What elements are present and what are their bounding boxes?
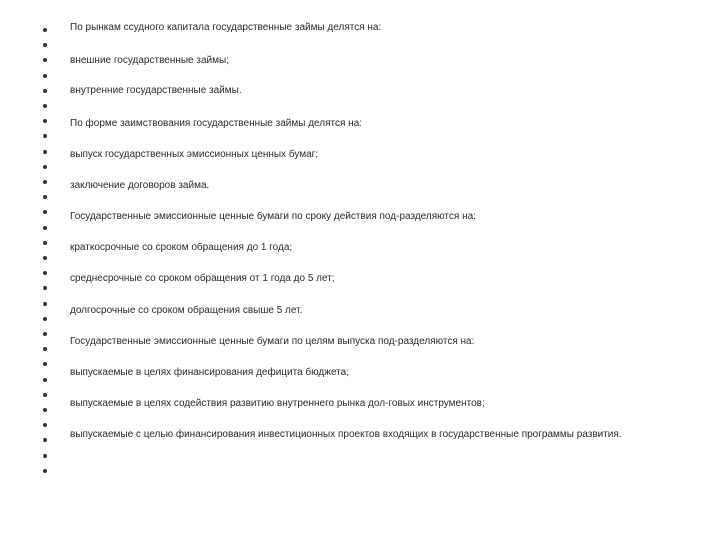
bullet-dot xyxy=(43,378,47,382)
bullet-dot xyxy=(43,226,47,230)
bullet-dot xyxy=(43,150,47,154)
bullet-dot xyxy=(43,347,47,351)
bullet-dot xyxy=(43,119,47,123)
list-item: выпускаемые в целях финансирования дефицита бюджета; xyxy=(70,367,349,378)
bullet-dot xyxy=(43,408,47,412)
bullet-dot xyxy=(43,438,47,442)
list-item: По рынкам ссудного капитала государственные займы делятся на: xyxy=(70,22,382,33)
bullet-dot xyxy=(43,256,47,260)
bullet-dot xyxy=(43,332,47,336)
list-item: выпускаемые с целью финансирования инвестиционных проектов входящих в государственные программы развития. xyxy=(70,429,622,440)
bullet-dot xyxy=(43,165,47,169)
bullet-dot xyxy=(43,28,47,32)
bullet-dot xyxy=(43,362,47,366)
bullet-dot xyxy=(43,317,47,321)
bullet-dot xyxy=(43,241,47,245)
bullet-dot xyxy=(43,195,47,199)
bullet-dot xyxy=(43,89,47,93)
bullet-dot xyxy=(43,134,47,138)
bullet-dot xyxy=(43,180,47,184)
bullet-dot xyxy=(43,302,47,306)
bullet-dot xyxy=(43,104,47,108)
bullet-dot xyxy=(43,454,47,458)
list-item: Государственные эмиссионные ценные бумаги по сроку действия под-разделяются на: xyxy=(70,211,476,222)
bullet-dot xyxy=(43,469,47,473)
bullet-dot xyxy=(43,43,47,47)
list-item: внешние государственные займы; xyxy=(70,55,229,66)
bullet-dot xyxy=(43,271,47,275)
list-item: долгосрочные со сроком обращения свыше 5 лет. xyxy=(70,305,303,316)
list-item: Государственные эмиссионные ценные бумаги по целям выпуска под-разделяются на: xyxy=(70,336,475,347)
list-item: выпуск государственных эмиссионных ценных бумаг; xyxy=(70,149,319,160)
list-item: По форме заимствования государственные займы делятся на: xyxy=(70,118,363,129)
list-item: среднесрочные со сроком обращения от 1 года до 5 лет; xyxy=(70,273,335,284)
bullet-dot xyxy=(43,74,47,78)
list-item: заключение договоров займа. xyxy=(70,180,210,191)
bullet-dot xyxy=(43,393,47,397)
bullet-dot xyxy=(43,210,47,214)
bullet-dot xyxy=(43,58,47,62)
bullet-dot xyxy=(43,286,47,290)
list-item: выпускаемые в целях содействия развитию внутреннего рынка дол-говых инструментов; xyxy=(70,398,485,409)
bullet-dot xyxy=(43,423,47,427)
list-item: краткосрочные со сроком обращения до 1 года; xyxy=(70,242,293,253)
list-item: внутренние государственные займы. xyxy=(70,85,242,96)
